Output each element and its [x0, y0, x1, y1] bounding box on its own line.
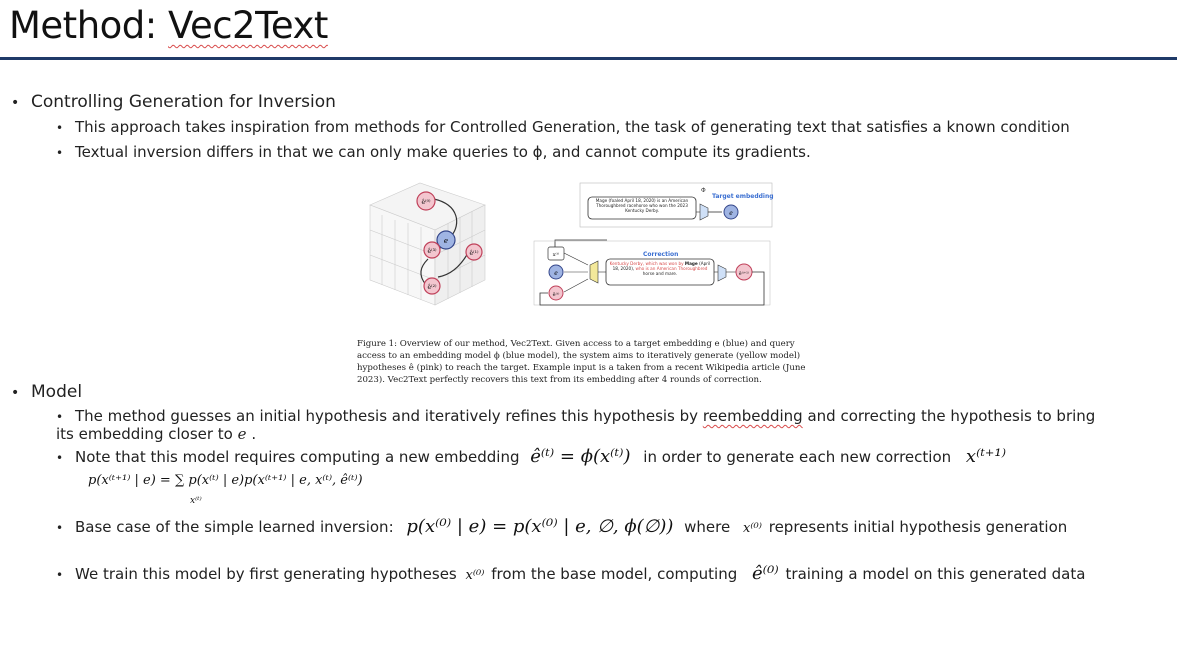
target-text-holder — [590, 198, 694, 219]
bullet-controlled-generation — [56, 118, 1070, 136]
b3-text-a: Base case of the simple learned inversion: — [75, 518, 394, 536]
b3-math-base: p(x⁽⁰⁾ | e) = p(x⁽⁰⁾ | e, ∅, ϕ(∅)) — [406, 516, 674, 537]
correction-label: Correction — [643, 251, 679, 258]
re-embedding-model-block — [718, 265, 726, 281]
hypothesis-text-mid: (April 18, 2020), — [612, 261, 711, 271]
bullet-dot: • — [11, 95, 20, 111]
b2-text-b: in order to generate each new correction — [643, 448, 952, 466]
hypothesis-text — [608, 261, 712, 276]
bullet-dot: • — [56, 568, 64, 582]
b2-formula-text: p(x⁽ᵗ⁺¹⁾ | e) = ∑ p(x⁽ᵗ⁾ | e)p(x⁽ᵗ⁺¹⁾ | e, x⁽ᵗ⁾, ê⁽ᵗ⁾) — [88, 473, 363, 488]
b1-math-e: e — [237, 425, 247, 443]
b1-text-b: and correcting the hypothesis to bring its embedding closer to — [56, 407, 1096, 443]
bullet-controlling-generation — [11, 92, 336, 112]
b4-text-a: We train this model by first generating hypotheses — [75, 565, 457, 583]
bullet-model — [11, 382, 82, 402]
hypothesis-text-red: who is an American Thoroughbred — [635, 266, 708, 271]
bullet-base-case — [56, 516, 1067, 537]
title-divider — [0, 57, 1177, 60]
bullet-text: Textual inversion differs in that we can only make queries to ϕ, and cannot compute its gradients. — [75, 143, 811, 161]
b2-math-embedding: ê⁽ᵗ⁾ = ϕ(x⁽ᵗ⁾) — [530, 446, 631, 467]
input-hypothesis-node-label: ê⁽ᵗ⁾ — [552, 292, 560, 298]
bullet-method-guesses — [56, 408, 1116, 443]
hypothesis-text-bold: Mage — [684, 261, 698, 266]
page-title — [9, 4, 328, 47]
embedding-model-block — [700, 204, 708, 220]
output-hypothesis-node-label: ê⁽ᵗ⁺¹⁾ — [738, 272, 750, 277]
b3-text-b: where — [684, 518, 731, 536]
bullet-dot: • — [56, 146, 64, 160]
target-embedding-label: Target embedding — [712, 193, 774, 200]
b3-math-x0: x⁽⁰⁾ — [743, 521, 762, 536]
section1-heading: Controlling Generation for Inversion — [31, 92, 336, 112]
prev-text-node-label: x⁽ᵗ⁾ — [552, 252, 560, 258]
bullet-dot: • — [56, 521, 64, 535]
bullet-dot: • — [56, 451, 64, 465]
b1-text-a: The method guesses an initial hypothesis and iteratively refines this hypothesis by — [75, 407, 703, 425]
title-main: Vec2Text — [168, 4, 328, 47]
title-prefix: Method: — [9, 4, 168, 47]
b2-math-correction: x⁽ᵗ⁺¹⁾ — [965, 446, 1007, 467]
vec2text-figure — [360, 175, 780, 325]
input-target-node-label: e — [554, 270, 558, 277]
hypothesis-node-2-label: ê⁽²⁾ — [427, 284, 437, 291]
bullet-dot: • — [56, 121, 64, 135]
target-text: Mage (foaled April 18, 2020) is an American Thoroughbred racehorse who won the 2023 Kentucky Derby. — [595, 198, 689, 213]
bullet-dot: • — [11, 385, 20, 401]
bullet-dot: • — [56, 410, 64, 424]
bullet-textual-inversion — [56, 143, 811, 161]
phi-label: Φ — [701, 187, 706, 194]
bullet-new-embedding — [56, 446, 1006, 467]
section2-heading: Model — [31, 382, 83, 402]
corrector-model-block — [590, 261, 598, 283]
b4-math-e0: ê⁽⁰⁾ — [752, 563, 779, 584]
hypothesis-text-pre: Kentucky Derby, which was won by — [609, 261, 685, 266]
b3-text-c: represents initial hypothesis generation — [768, 518, 1068, 536]
b1-text-end: . — [251, 425, 257, 443]
bullet-train-model — [56, 563, 1085, 584]
hypothesis-node-1-label: ê⁽¹⁾ — [469, 250, 479, 257]
b2-text-a: Note that this model requires computing a new embedding — [75, 448, 520, 466]
bullet-text: This approach takes inspiration from methods for Controlled Generation, the task of generating text that satisfies a known condition — [75, 118, 1070, 136]
b4-math-x0: x⁽⁰⁾ — [465, 568, 485, 583]
hypothesis-text-post: horse and mare. — [642, 271, 678, 276]
b2-sum-subscript: x⁽ᵗ⁾ — [190, 496, 202, 506]
hypothesis-node-0-label: ê⁽⁰⁾ — [421, 199, 431, 206]
target-node-label: e — [443, 237, 449, 245]
b4-text-b: from the base model, computing — [491, 565, 738, 583]
hypothesis-text-holder — [608, 261, 712, 284]
target-embedding-node-label: e — [729, 210, 733, 217]
b4-text-c: training a model on this generated data — [785, 565, 1086, 583]
b2-formula — [88, 469, 363, 488]
b1-squiggle-word: reembedding — [702, 407, 803, 425]
figure-caption: Figure 1: Overview of our method, Vec2Text. Given access to a target embedding e (blue) and query access to an embedding model ϕ (blue model), the system aims to iteratively generate (yellow model) hypotheses ê (pink) to reach the target. Example input is a taken from a recent Wikipedia article (June 2023). Vec2Text perfectly recovers this text from its embedding after 4 rounds of correction. — [357, 339, 806, 385]
hypothesis-node-3-label: ê⁽³⁾ — [427, 248, 437, 255]
